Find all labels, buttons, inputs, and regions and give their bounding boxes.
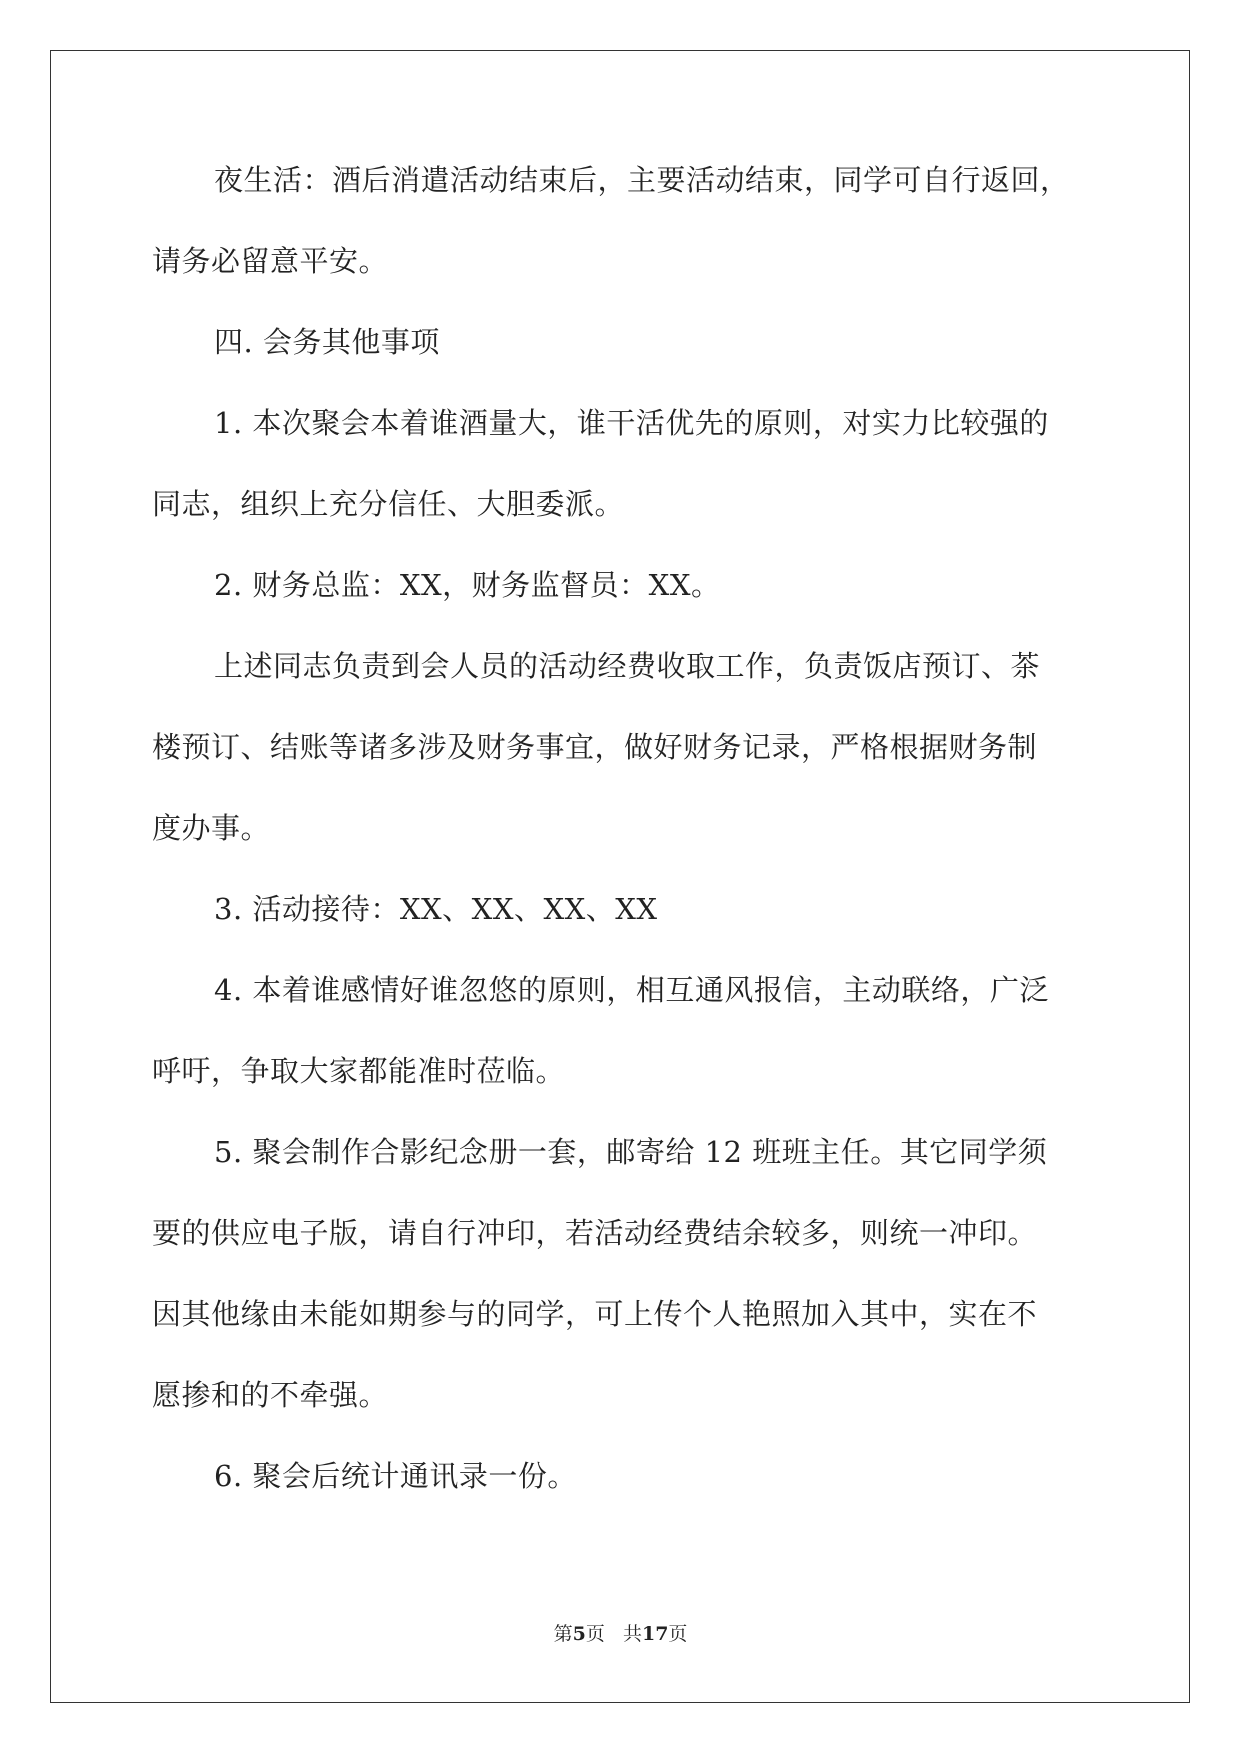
- footer-total-suffix: 页: [668, 1623, 688, 1645]
- text-line: 愿掺和的不牵强。: [152, 1378, 389, 1412]
- text-line: 1. 本次聚会本着谁酒量大，谁干活优先的原则，对实力比较强的: [214, 406, 1049, 440]
- text-line: 4. 本着谁感情好谁忽悠的原则，相互通风报信，主动联络，广泛: [214, 973, 1049, 1007]
- text-line: 因其他缘由未能如期参与的同学，可上传个人艳照加入其中，实在不: [152, 1297, 1038, 1331]
- text-line: 要的供应电子版，请自行冲印，若活动经费结余较多，则统一冲印。: [152, 1216, 1038, 1250]
- text-line: 请务必留意平安。: [152, 244, 389, 278]
- text-line: 呼吁，争取大家都能准时莅临。: [152, 1054, 566, 1088]
- footer-prefix: 第: [553, 1623, 573, 1645]
- footer-page-suffix: 页: [585, 1623, 605, 1645]
- document-body: [152, 160, 1092, 1537]
- total-page-count: 17: [641, 1623, 669, 1645]
- text-line: 6. 聚会后统计通讯录一份。: [214, 1459, 577, 1493]
- text-line: 上述同志负责到会人员的活动经费收取工作，负责饭店预订、茶: [214, 649, 1041, 683]
- text-line: 同志，组织上充分信任、大胆委派。: [152, 487, 625, 521]
- text-line: 楼预订、结账等诸多涉及财务事宜，做好财务记录，严格根据财务制: [152, 730, 1038, 764]
- text-line: 2. 财务总监：XX，财务监督员：XX。: [214, 568, 721, 602]
- text-line: 5. 聚会制作合影纪念册一套，邮寄给 12 班班主任。其它同学须: [214, 1135, 1048, 1169]
- section-heading: 四. 会务其他事项: [214, 325, 440, 359]
- footer-total-prefix: 共: [622, 1623, 642, 1645]
- text-line: 度办事。: [152, 811, 271, 845]
- text-line: 3. 活动接待：XX、XX、XX、XX: [214, 892, 658, 926]
- current-page-number: 5: [572, 1623, 586, 1645]
- text-line: 夜生活：酒后消遣活动结束后，主要活动结束，同学可自行返回，: [214, 163, 1070, 197]
- page-footer: [0, 1622, 1241, 1646]
